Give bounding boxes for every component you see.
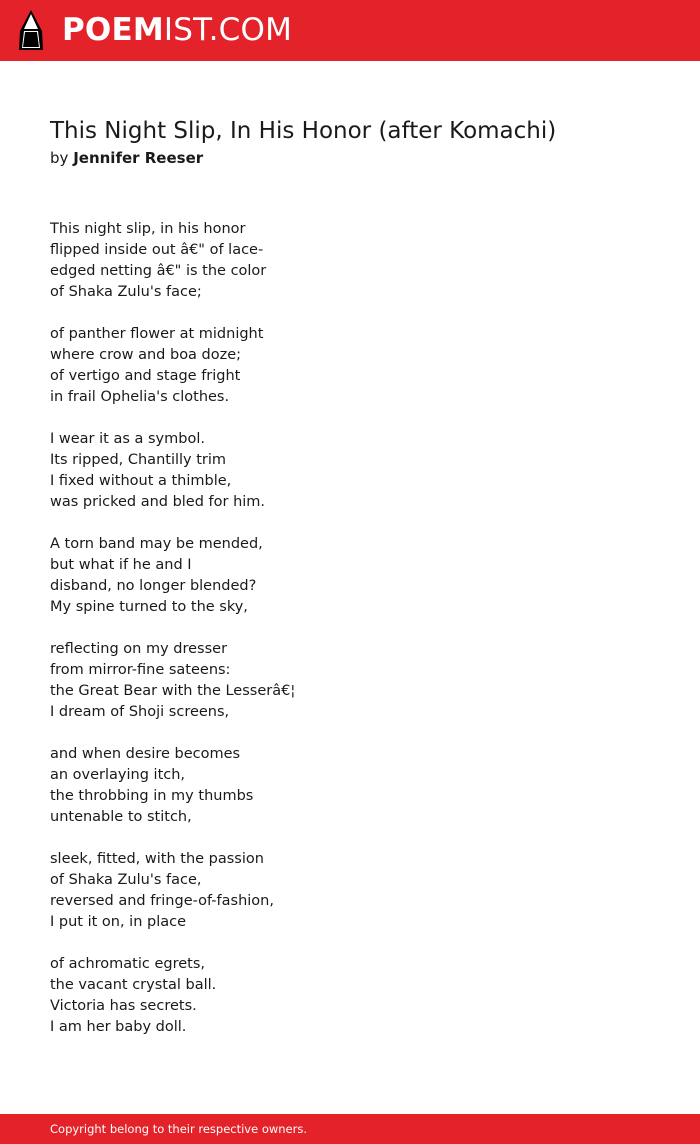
poem-line: sleek, fitted, with the passion (50, 851, 264, 867)
poem-line: flipped inside out â€" of lace- (50, 242, 264, 258)
site-footer (0, 1114, 700, 1144)
poem-line: the vacant crystal ball. (50, 977, 217, 993)
byline (50, 148, 203, 169)
poem-line: I put it on, in place (50, 914, 187, 930)
stanza (50, 849, 650, 933)
poem-line: of vertigo and stage fright (50, 368, 241, 384)
poem-line: disband, no longer blended? (50, 578, 257, 594)
poem-line: Its ripped, Chantilly trim (50, 452, 227, 468)
poem-line: My spine turned to the sky, (50, 599, 248, 615)
poem-line: of Shaka Zulu's face; (50, 284, 202, 300)
poem-line: was pricked and bled for him. (50, 494, 266, 510)
poem-line: and when desire becomes (50, 746, 241, 762)
logo-text-bold: POEM (62, 12, 164, 48)
stanza (50, 534, 650, 618)
poem-line: of Shaka Zulu's face, (50, 872, 202, 888)
poem-line: I wear it as a symbol. (50, 431, 205, 447)
poem-line: A torn band may be mended, (50, 536, 263, 552)
poem-line: where crow and boa doze; (50, 347, 242, 363)
byline-prefix: by (50, 149, 69, 167)
poem-body (50, 219, 650, 1059)
poem-line: of achromatic egrets, (50, 956, 205, 972)
poem-line: This night slip, in his honor (50, 221, 246, 237)
poem-line: I dream of Shoji screens, (50, 704, 230, 720)
copyright-notice: Copyright belong to their respective owners. (50, 1122, 308, 1136)
poem-line: of panther flower at midnight (50, 326, 264, 342)
poem-line: I fixed without a thimble, (50, 473, 232, 489)
poem-title: This Night Slip, In His Honor (after Komachi) (50, 118, 557, 144)
author-name: Jennifer Reeser (73, 149, 204, 167)
poem-line: the Great Bear with the Lesserâ€¦ (50, 683, 296, 699)
poem-line: edged netting â€" is the color (50, 263, 267, 279)
stanza (50, 219, 650, 303)
poem-line: in frail Ophelia's clothes. (50, 389, 230, 405)
poem-line: I am her baby doll. (50, 1019, 187, 1035)
poem-line: Victoria has secrets. (50, 998, 197, 1014)
logo-text-light: IST.COM (163, 12, 293, 48)
poem-line: an overlaying itch, (50, 767, 186, 783)
stanza (50, 744, 650, 828)
stanza (50, 324, 650, 408)
poem-line: but what if he and I (50, 557, 192, 573)
site-logo[interactable] (62, 10, 292, 50)
poem-line: from mirror-fine sateens: (50, 662, 231, 678)
site-header (0, 0, 700, 61)
poem-line: untenable to stitch, (50, 809, 192, 825)
stanza (50, 429, 650, 513)
poem-line: reflecting on my dresser (50, 641, 228, 657)
poem-line: the throbbing in my thumbs (50, 788, 254, 804)
stanza (50, 639, 650, 723)
stanza (50, 954, 650, 1038)
pencil-tip-icon[interactable] (18, 9, 44, 51)
poem-line: reversed and fringe-of-fashion, (50, 893, 274, 909)
